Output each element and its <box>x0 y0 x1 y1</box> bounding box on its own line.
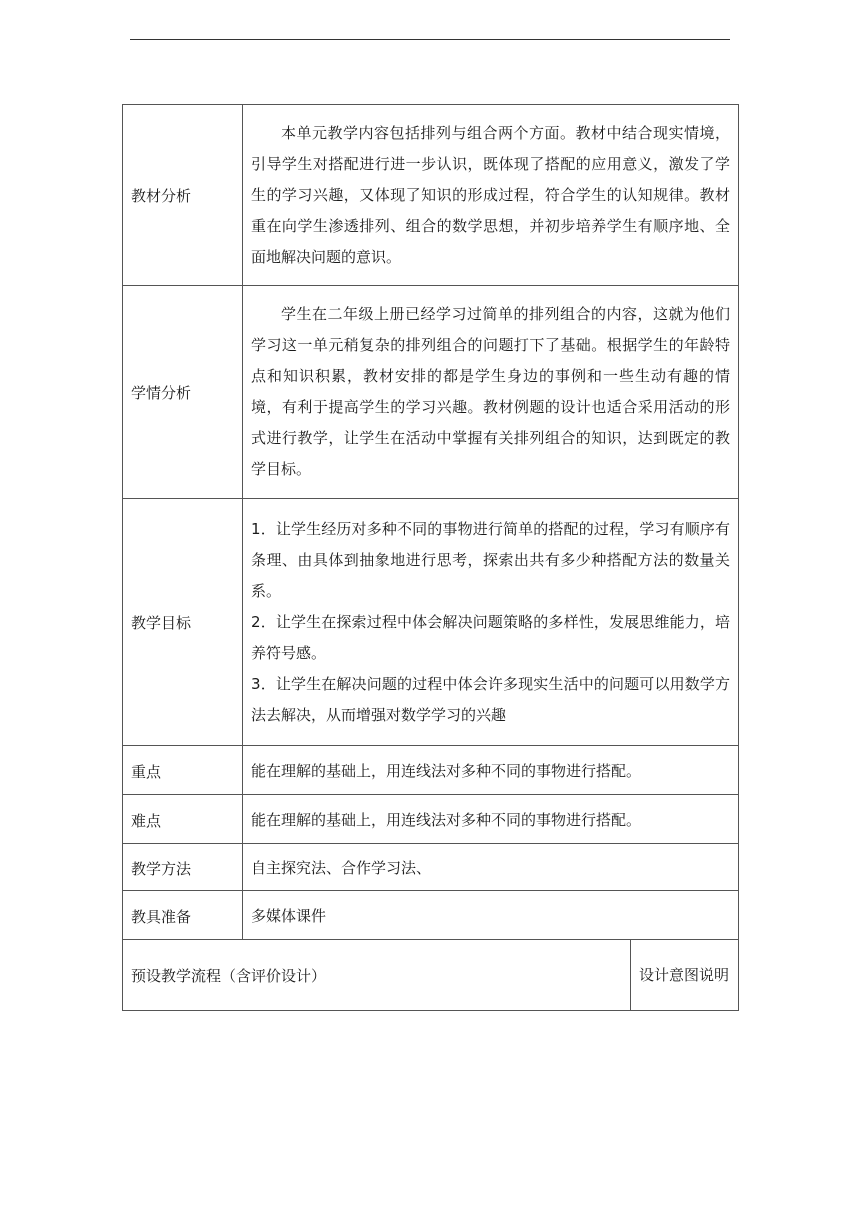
material-analysis-text: 本单元教学内容包括排列与组合两个方面。教材中结合现实情境，引导学生对搭配进行进一步认识，既体现了搭配的应用意义，激发了学生的学习兴趣，又体现了知识的形成过程，符合学生的认知规律。教材重在向学生渗透排列、组合的数学思想，并初步培养学生有顺序地、全面地解决问题的意识。 <box>251 123 731 266</box>
key-point-label: 重点 <box>123 746 243 795</box>
row-teaching-goals <box>123 499 739 746</box>
student-analysis-text: 学生在二年级上册已经学习过简单的排列组合的内容，这就为他们学习这一单元稍复杂的排列组合的问题打下了基础。根据学生的年龄特点和知识积累，教材安排的都是学生身边的事例和一些生动有趣的情境，有利于提高学生的学习兴趣。教材例题的设计也适合采用活动的形式进行教学，让学生在活动中掌握有关排列组合的知识，达到既定的教学目标。 <box>251 305 731 478</box>
goal-item: 2．让学生在探索过程中体会解决问题策略的多样性，发展思维能力，培养符号感。 <box>251 612 731 662</box>
difficulty-label: 难点 <box>123 795 243 844</box>
row-teaching-flow <box>123 940 739 1011</box>
key-point-text: 能在理解的基础上，用连线法对多种不同的事物进行搭配。 <box>243 746 739 795</box>
teaching-method-text: 自主探究法、合作学习法、 <box>243 844 739 891</box>
lesson-plan-table <box>122 104 739 1011</box>
teaching-goals-label: 教学目标 <box>123 499 243 746</box>
difficulty-text: 能在理解的基础上，用连线法对多种不同的事物进行搭配。 <box>243 795 739 844</box>
goal-item: 1．让学生经历对多种不同的事物进行简单的搭配的过程，学习有顺序有条理、由具体到抽象地进行思考，探索出共有多少种搭配方法的数量关系。 <box>251 519 731 600</box>
row-student-analysis <box>123 286 739 499</box>
teaching-method-label: 教学方法 <box>123 844 243 891</box>
material-analysis-label: 教材分析 <box>123 105 243 286</box>
teaching-tools-text: 多媒体课件 <box>243 891 739 940</box>
row-key-point <box>123 746 739 795</box>
student-analysis-label: 学情分析 <box>123 286 243 499</box>
teaching-flow-label: 预设教学流程（含评价设计） <box>123 940 631 1011</box>
row-teaching-tools <box>123 891 739 940</box>
row-material-analysis <box>123 105 739 286</box>
row-difficulty <box>123 795 739 844</box>
goal-item: 3．让学生在解决问题的过程中体会许多现实生活中的问题可以用数学方法去解决，从而增强对数学学习的兴趣 <box>251 674 731 724</box>
row-teaching-method <box>123 844 739 891</box>
design-intent-label: 设计意图说明 <box>631 940 739 1011</box>
teaching-tools-label: 教具准备 <box>123 891 243 940</box>
header-rule <box>130 39 730 40</box>
